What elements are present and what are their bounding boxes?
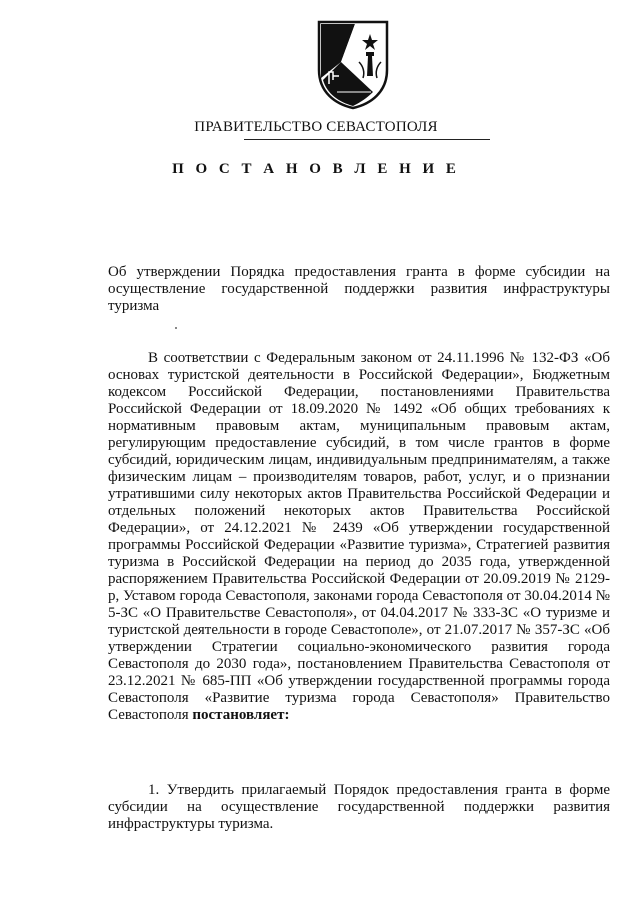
preamble-paragraph <box>108 350 610 724</box>
decision-word: постановляет: <box>192 707 290 723</box>
sevastopol-coat-of-arms-icon <box>315 18 391 110</box>
preamble-text: В соответствии с Федеральным законом от 24.11.1996 № 132-ФЗ «Об основах туристской деятельности в Российской Федерации», Бюджетным кодексом Российской Федерации, постановлениями Правительства Российской Федерации от 18.09.2020 № 1492 «Об общих требованиях к нормативным правовым актам, муниципальным правовым актам, регулирующим предоставление субсидий, в том числе грантов в форме субсидий, юридическим лицам, индивидуальным предпринимателям, а также физическим лицам – производителям товаров, работ, услуг, и о признании утратившими силу некоторых актов Правительства Российской Федерации и отдельных положений некоторых актов Правительства Российской Федерации», от 24.12.2021 № 2439 «Об утверждении государственной программы Российской Федерации «Развитие туризма», Стратегией развития туризма в Российской Федерации на период до 2035 года, утвержденной распоряжением Правительства Российской Федерации от 20.09.2019 № 2129-р, Уставом города Севастополя, законами города Севастополя от 30.04.2014 № 5-ЗС «О Правительстве Севастополя», от 04.04.2017 № 333-ЗС «О туризме и туристской деятельности в городе Севастополе», от 21.07.2017 № 357-ЗС «Об утверждении Стратегии социально-экономического развития города Севастополя до 2030 года», постановлением Правительства Севастополя от 23.12.2021 № 685-ПП «Об утверждении государственной программы города Севастополя «Развитие туризма города Севастополя» Правительство Севастополя <box>108 350 610 723</box>
organization-title: ПРАВИТЕЛЬСТВО СЕВАСТОПОЛЯ <box>194 119 438 135</box>
document-subject: Об утверждении Порядка предоставления гранта в форме субсидии на осуществление государственной поддержки развития инфраструктуры туризма <box>108 264 610 314</box>
title-underline <box>244 139 490 140</box>
list-item: 1. Утвердить прилагаемый Порядок предоставления гранта в форме субсидии на осуществление государственной поддержки развития инфраструктуры туризма. <box>108 782 610 832</box>
document-type: П О С Т А Н О В Л Е Н И Е <box>172 161 460 177</box>
scan-speck <box>175 327 177 329</box>
